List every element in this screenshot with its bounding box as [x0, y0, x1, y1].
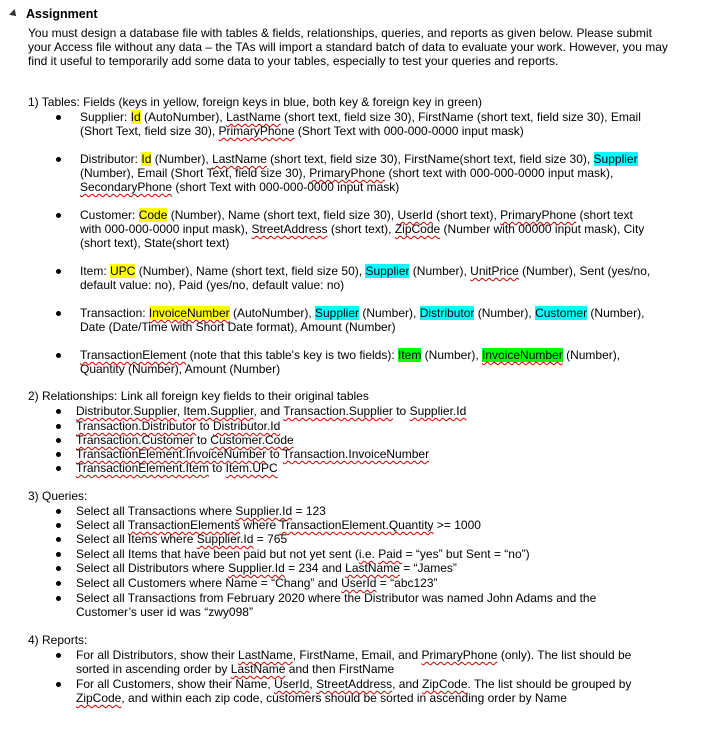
- query-item: [76, 532, 287, 546]
- table-definition: [80, 320, 396, 334]
- text-run: . The list should be grouped by: [467, 677, 632, 691]
- text-run: Distributor.Id: [212, 419, 281, 433]
- query-item: [76, 561, 457, 575]
- text-run: Select all Distributors where: [76, 561, 229, 575]
- report-item: [76, 648, 631, 662]
- relationship-item: [76, 447, 429, 461]
- text-run: LastName: [345, 561, 400, 575]
- text-run: (Number),: [587, 306, 645, 320]
- text-run: UserId: [341, 576, 377, 590]
- text-run: TransactionElement: [80, 348, 187, 362]
- text-run: UserId: [274, 677, 310, 691]
- text-run: Supplier.Id: [196, 532, 254, 546]
- section-heading[interactable]: [10, 7, 98, 22]
- text-run: PrimaryPhone: [500, 208, 577, 222]
- table-definition: [80, 166, 613, 180]
- bullet: [56, 157, 61, 162]
- text-run: sorted in ascending order by: [76, 662, 231, 676]
- text-run: = 234 and: [284, 561, 346, 575]
- text-run: and then FirstName: [285, 662, 395, 676]
- table-definition: [80, 362, 280, 376]
- text-run: Supplier.Id: [228, 561, 285, 575]
- text-run: PrimaryPhone: [309, 166, 386, 180]
- bullet: [56, 409, 61, 414]
- text-run: TransactionElements: [127, 518, 241, 532]
- text-run: (short text with 000-000-0000 input mask),: [385, 166, 614, 180]
- text-run: ZipCode: [422, 677, 468, 691]
- table-definition: [80, 180, 399, 194]
- text-run: For all Distributors, show their: [76, 648, 239, 662]
- collapse-triangle-icon[interactable]: [9, 9, 19, 19]
- bullet: [56, 466, 61, 471]
- text-run: Id: [130, 110, 141, 124]
- report-item: [76, 662, 394, 676]
- text-run: ZipCode: [394, 222, 441, 236]
- text-run: Customer: [535, 306, 588, 320]
- text-run: (short text, field size 30), FirstName(short text, field size 30),: [266, 152, 594, 166]
- bullet: [56, 596, 61, 601]
- text-run: , and within each zip code, customers should be sorted in ascending order by Name: [121, 691, 567, 705]
- text-run: (note that this table's key is two fields):: [186, 348, 398, 362]
- text-run: Distributor: [419, 306, 475, 320]
- text-run: PrimaryPhone: [218, 124, 295, 138]
- text-run: Supplier.Id: [409, 404, 467, 418]
- table-definition: [80, 236, 229, 250]
- text-run: (Short Text, field size 30),: [80, 124, 219, 138]
- text-run: LastName: [226, 110, 281, 124]
- text-run: >= 1000: [433, 518, 481, 532]
- bullet: [56, 653, 61, 658]
- relationship-item: [76, 433, 294, 447]
- text-run: Transaction.Distributor: [76, 419, 197, 433]
- text-run: Item: [398, 348, 422, 362]
- bullet: [56, 438, 61, 443]
- bullet: [56, 213, 61, 218]
- report-item: [76, 691, 567, 705]
- text-run: = 123: [292, 504, 326, 518]
- text-run: Select all Transactions where: [76, 504, 236, 518]
- table-definition: [80, 222, 644, 236]
- text-run: UnitPrice: [470, 264, 519, 278]
- tables-header: 1) Tables: Fields (keys in yellow, foreign keys in blue, both key & foreign key in green): [28, 95, 483, 109]
- text-run: (Number), Sent (yes/no,: [518, 264, 651, 278]
- text-run: Distributor.Supplier: [76, 404, 177, 418]
- report-item: [76, 677, 631, 691]
- text-run: ,: [176, 404, 184, 418]
- bullet: [56, 566, 61, 571]
- text-run: Customer’s user id was “zwy098”: [76, 605, 253, 619]
- text-run: = “abc123”: [376, 576, 438, 590]
- text-run: Supplier:: [80, 110, 131, 124]
- text-run: (Number),: [562, 348, 621, 362]
- text-run: (Number),: [409, 264, 471, 278]
- query-item: [76, 576, 438, 590]
- query-item: [76, 518, 481, 532]
- relationship-item: [76, 419, 280, 433]
- query-item: [76, 504, 326, 518]
- text-run: Transaction.InvoiceNumber: [282, 447, 430, 461]
- text-run: to: [392, 404, 410, 418]
- text-run: Date (Date/Time with Short Date format), Amount (Number): [80, 320, 396, 334]
- text-run: (Number),: [359, 306, 420, 320]
- text-run: i.e.: [358, 547, 375, 561]
- text-run: = 765: [253, 532, 288, 546]
- text-run: (short text: [576, 208, 633, 222]
- text-run: ZipCode: [76, 691, 122, 705]
- text-run: Customer:: [80, 208, 139, 222]
- heading-text: Assignment: [26, 7, 98, 21]
- text-run: StreetAddress: [251, 222, 328, 236]
- text-run: , and: [253, 404, 284, 418]
- text-run: to: [266, 447, 283, 461]
- text-run: Transaction.Supplier: [283, 404, 393, 418]
- table-definition: [80, 152, 638, 166]
- query-item: [76, 547, 530, 561]
- text-run: (Short Text with 000-000-0000 input mask): [294, 124, 524, 138]
- text-run: (Number), Name (short text, field size 30),: [167, 208, 398, 222]
- text-run: to: [196, 419, 213, 433]
- relationship-item: [76, 404, 466, 418]
- text-run: (Number),: [151, 152, 213, 166]
- table-definition: [80, 264, 650, 278]
- text-run: Code: [138, 208, 168, 222]
- text-run: to: [208, 461, 226, 475]
- queries-header: 3) Queries:: [28, 489, 88, 503]
- bullet: [56, 581, 61, 586]
- text-run: Supplier.Id: [235, 504, 293, 518]
- table-definition: [80, 348, 620, 362]
- text-run: (Number), Email (Short Text, field size 30),: [80, 166, 310, 180]
- text-run: (Number), Name (short text, field size 50),: [135, 264, 366, 278]
- text-run: , FirstName, Email, and: [292, 648, 422, 662]
- text-run: Select all Transactions from February 2020 where the Distributor was named John Adams and the: [76, 591, 597, 605]
- bullet: [56, 509, 61, 514]
- relationship-item: [76, 461, 278, 475]
- text-run: Transaction.Customer: [76, 433, 194, 447]
- text-run: (Number),: [421, 348, 483, 362]
- text-run: (only). The list should be: [497, 648, 632, 662]
- bullet: [56, 523, 61, 528]
- text-run: Supplier: [314, 306, 360, 320]
- table-definition: [80, 306, 644, 320]
- text-run: (short text),: [327, 222, 395, 236]
- table-definition: [80, 110, 641, 124]
- text-run: StreetAddress: [316, 677, 393, 691]
- text-run: LastName: [230, 662, 286, 676]
- text-run: = “James”: [399, 561, 457, 575]
- text-run: (short text),: [432, 208, 501, 222]
- bullet: [56, 424, 61, 429]
- bullet: [56, 552, 61, 557]
- table-definition: [80, 208, 633, 222]
- text-run: (short Text with 000-000-0000 input mask): [172, 180, 400, 194]
- text-run: Supplier: [365, 264, 410, 278]
- bullet: [56, 269, 61, 274]
- text-run: PrimaryPhone: [421, 648, 498, 662]
- bullet: [56, 115, 61, 120]
- text-run: LastName: [212, 152, 267, 166]
- text-run: Customer.Code: [210, 433, 294, 447]
- text-run: Id: [141, 152, 152, 166]
- text-run: Transaction:: [80, 306, 149, 320]
- text-run: Select all Items where: [76, 532, 197, 546]
- text-run: , and: [392, 677, 423, 691]
- text-run: (AutoNumber),: [229, 306, 315, 320]
- reports-header: 4) Reports:: [28, 633, 88, 647]
- text-run: LastName: [238, 648, 293, 662]
- text-run: TransactionElement.Quantity: [279, 518, 434, 532]
- text-run: default value: no), Paid (yes/no, default value: no): [80, 278, 345, 292]
- text-run: For all Customers, show their Name,: [76, 677, 275, 691]
- text-run: (short text), State(short text): [80, 236, 230, 250]
- text-run: (Number with 00000 input mask), City: [440, 222, 645, 236]
- text-run: InvoiceNumber: [148, 306, 230, 320]
- text-run: (AutoNumber),: [140, 110, 227, 124]
- table-definition: [80, 278, 344, 292]
- text-run: SecondaryPhone: [80, 180, 173, 194]
- text-run: Item:: [80, 264, 111, 278]
- text-run: UserId: [397, 208, 433, 222]
- text-run: Supplier: [593, 152, 638, 166]
- text-run: with 000-000-0000 input mask),: [80, 222, 252, 236]
- text-run: where: [240, 518, 280, 532]
- text-run: ,: [309, 677, 317, 691]
- intro-paragraph: You must design a database file with tables & fields, relationships, queries, and reports as given below. Please submit your Access file without any data – the TAs will import a standard batch of data to evaluate your work. However, you may find it useful to temporarily add some data to your tables, especially to test your queries and reports.: [28, 26, 668, 68]
- text-run: (short text, field size 30), FirstName (short text, field size 30), Email: [280, 110, 641, 124]
- text-run: (Number),: [474, 306, 536, 320]
- text-run: TransactionElement.InvoiceNumber: [76, 447, 267, 461]
- text-run: UPC: [110, 264, 136, 278]
- query-item: [76, 591, 596, 605]
- text-run: Select all: [76, 518, 128, 532]
- text-run: Paid: [378, 547, 403, 561]
- text-run: Item.Supplier: [183, 404, 254, 418]
- query-item: [76, 605, 253, 619]
- bullet: [56, 537, 61, 542]
- bullet: [56, 682, 61, 687]
- text-run: Quantity (Number), Amount (Number): [80, 362, 281, 376]
- text-run: InvoiceNumber: [482, 348, 563, 362]
- text-run: Item.UPC: [225, 461, 278, 475]
- text-run: to: [193, 433, 211, 447]
- bullet: [56, 311, 61, 316]
- text-run: TransactionElement.Item: [76, 461, 209, 475]
- bullet: [56, 353, 61, 358]
- relationships-header: 2) Relationships: Link all foreign key fields to their original tables: [28, 389, 369, 403]
- text-run: = “yes” but Sent = “no”): [402, 547, 530, 561]
- table-definition: [80, 124, 524, 138]
- text-run: Distributor:: [80, 152, 142, 166]
- text-run: Select all Items that have been paid but not yet sent (: [76, 547, 359, 561]
- bullet: [56, 452, 61, 457]
- text-run: Select all Customers where Name = “Chang” and: [76, 576, 342, 590]
